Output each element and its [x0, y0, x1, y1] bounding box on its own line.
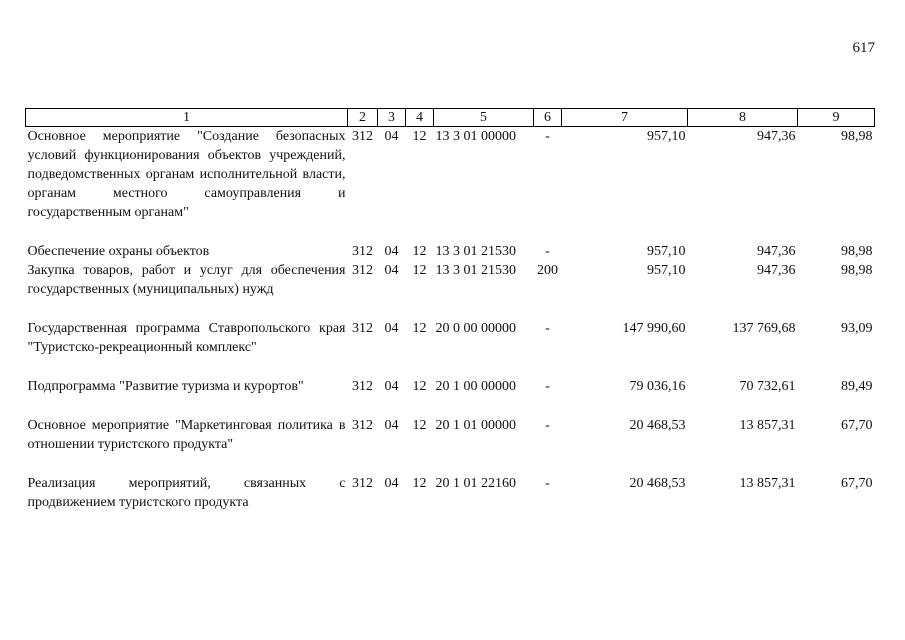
row-name: Обеспечение охраны объектов — [27, 244, 210, 259]
row-planned: 957,10 — [647, 263, 686, 278]
header-col-6: 6 — [534, 109, 562, 127]
row-target-code: 20 1 01 00000 — [435, 418, 516, 433]
row-section-code: 04 — [384, 129, 399, 144]
row-planned: 957,10 — [647, 244, 686, 259]
row-planned: 20 468,53 — [629, 418, 686, 433]
row-name: Основное мероприятие "Маркетинговая политика в отношении туристского продукта" — [27, 418, 346, 452]
row-subsection-code: 12 — [412, 244, 427, 259]
header-col-7: 7 — [562, 109, 688, 127]
page-number: 617 — [852, 40, 875, 56]
row-name: Подпрограмма "Развитие туризма и курортов" — [27, 379, 304, 394]
row-expense-type: - — [545, 129, 550, 144]
row-section-code: 04 — [384, 321, 399, 336]
row-executed: 947,36 — [757, 263, 796, 278]
row-target-code: 13 3 01 00000 — [435, 129, 516, 144]
row-ministry-code: 312 — [352, 379, 373, 394]
row-name: Основное мероприятие "Создание безопасных условий функционирования объектов учреждений, подведомственных органам исполнительной власти, органам местного самоуправления и государственным органам" — [27, 129, 346, 220]
table-row — [26, 242, 875, 261]
row-percent: 89,49 — [841, 379, 873, 394]
row-section-code: 04 — [384, 263, 399, 278]
table-header-row — [26, 109, 875, 127]
table-row — [26, 127, 875, 223]
row-ministry-code: 312 — [352, 476, 373, 491]
row-percent: 93,09 — [841, 321, 873, 336]
row-expense-type: - — [545, 321, 550, 336]
row-executed: 70 732,61 — [739, 379, 796, 394]
row-target-code: 13 3 01 21530 — [435, 244, 516, 259]
row-subsection-code: 12 — [412, 129, 427, 144]
row-ministry-code: 312 — [352, 263, 373, 278]
row-ministry-code: 312 — [352, 244, 373, 259]
row-percent: 67,70 — [841, 418, 873, 433]
row-executed: 13 857,31 — [739, 418, 796, 433]
header-col-9: 9 — [798, 109, 875, 127]
row-percent: 98,98 — [841, 263, 873, 278]
row-percent: 98,98 — [841, 244, 873, 259]
row-name: Закупка товаров, работ и услуг для обеспечения государственных (муниципальных) нужд — [27, 263, 346, 297]
row-executed: 137 769,68 — [732, 321, 796, 336]
table-row — [26, 474, 875, 512]
row-expense-type: 200 — [537, 263, 558, 278]
row-target-code: 20 0 00 00000 — [435, 321, 516, 336]
row-subsection-code: 12 — [412, 418, 427, 433]
row-ministry-code: 312 — [352, 321, 373, 336]
table-row — [26, 416, 875, 454]
row-target-code: 13 3 01 21530 — [435, 263, 516, 278]
row-subsection-code: 12 — [412, 476, 427, 491]
header-col-3: 3 — [378, 109, 406, 127]
row-subsection-code: 12 — [412, 263, 427, 278]
row-subsection-code: 12 — [412, 379, 427, 394]
table-row — [26, 377, 875, 396]
row-planned: 79 036,16 — [629, 379, 686, 394]
row-planned: 20 468,53 — [629, 476, 686, 491]
row-section-code: 04 — [384, 379, 399, 394]
row-section-code: 04 — [384, 244, 399, 259]
header-col-2: 2 — [348, 109, 378, 127]
row-percent: 67,70 — [841, 476, 873, 491]
row-planned: 147 990,60 — [622, 321, 686, 336]
row-planned: 957,10 — [647, 129, 686, 144]
header-col-5: 5 — [434, 109, 534, 127]
row-expense-type: - — [545, 379, 550, 394]
row-executed: 947,36 — [757, 129, 796, 144]
table-row — [26, 261, 875, 299]
row-percent: 98,98 — [841, 129, 873, 144]
row-target-code: 20 1 00 00000 — [435, 379, 516, 394]
row-executed: 13 857,31 — [739, 476, 796, 491]
row-executed: 947,36 — [757, 244, 796, 259]
row-expense-type: - — [545, 244, 550, 259]
row-section-code: 04 — [384, 418, 399, 433]
row-subsection-code: 12 — [412, 321, 427, 336]
header-col-4: 4 — [406, 109, 434, 127]
table-row — [26, 319, 875, 357]
header-col-1: 1 — [26, 109, 348, 127]
row-name: Реализация мероприятий, связанных с продвижением туристского продукта — [27, 476, 346, 510]
row-expense-type: - — [545, 476, 550, 491]
row-target-code: 20 1 01 22160 — [435, 476, 516, 491]
budget-table — [25, 108, 875, 512]
header-col-8: 8 — [688, 109, 798, 127]
row-expense-type: - — [545, 418, 550, 433]
row-ministry-code: 312 — [352, 418, 373, 433]
row-ministry-code: 312 — [352, 129, 373, 144]
row-section-code: 04 — [384, 476, 399, 491]
row-name: Государственная программа Ставропольского края "Туристско-рекреационный комплекс" — [27, 321, 346, 355]
